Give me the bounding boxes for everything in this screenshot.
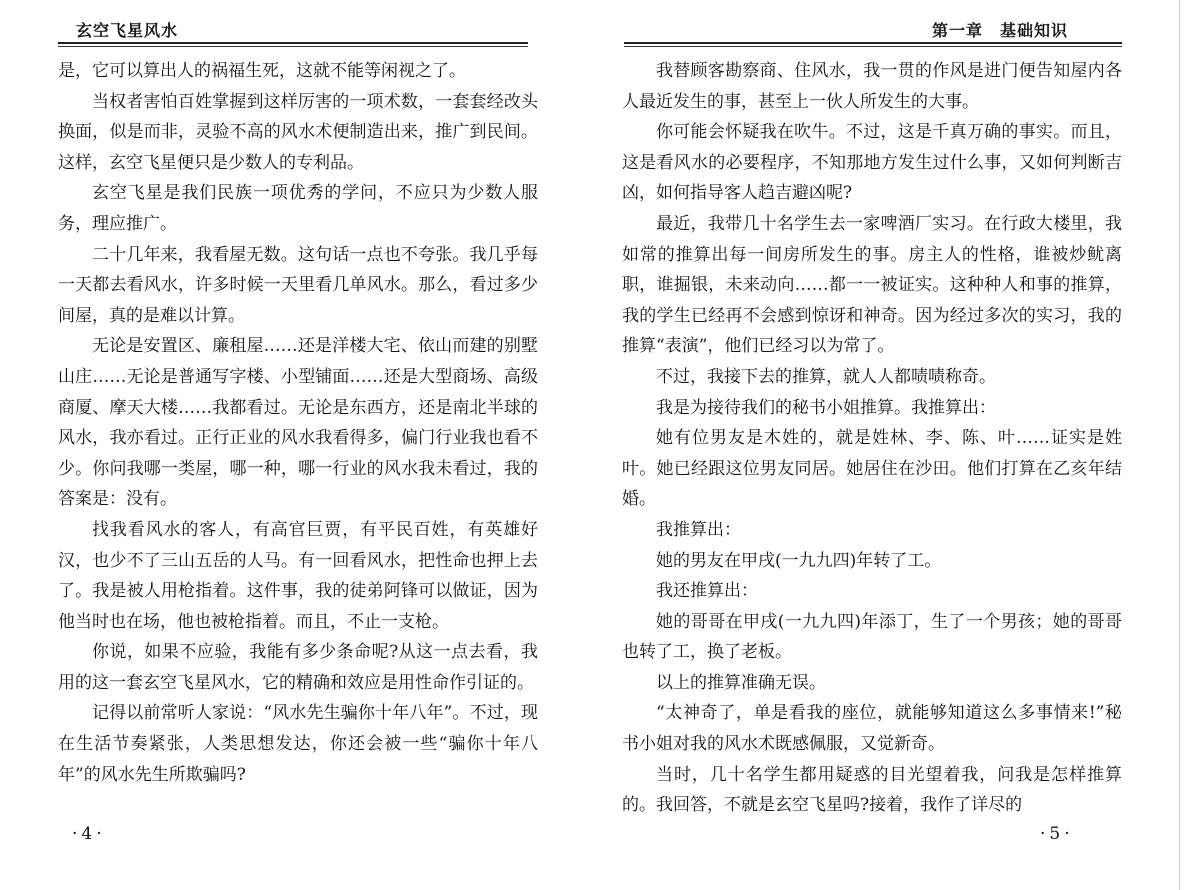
- paragraph: 我替顾客勘察商、住风水，我一贯的作风是进门便告知屋内各人最近发生的事，甚至上一伙人所发生的大事。: [622, 61, 1122, 112]
- paragraph: 她的哥哥在甲戌(一九九四)年添丁，生了一个男孩；她的哥哥也转了工，换了老板。: [622, 611, 1122, 663]
- left-page-number: ·4·: [72, 824, 106, 844]
- right-header-rule-thick: [624, 42, 1122, 44]
- right-page-number: ·5·: [1040, 824, 1074, 844]
- paragraph: 我推算出：: [656, 519, 741, 540]
- right-body-text: [622, 56, 1122, 821]
- left-running-head: 玄空飞星风水: [76, 21, 179, 40]
- paragraph: 当时，几十名学生都用疑惑的目光望着我，问我是怎样推算的。我回答，不就是玄空飞星吗?接着，我作了详尽的: [622, 764, 1122, 816]
- paragraph: 二十几年来，我看屋无数。这句话一点也不夸张。我几乎每一天都去看风水，许多时候一天里看几单风水。那么，看过多少间屋，真的是难以计算。: [58, 244, 538, 326]
- left-body-text: [58, 56, 538, 790]
- right-header-rule-thin: [624, 46, 1122, 47]
- left-header-rule-thick: [58, 42, 528, 44]
- paragraph: 最近，我带几十名学生去一家啤酒厂实习。在行政大楼里，我如常的推算出每一间房所发生的事。房主人的性格，谁被炒鱿离职，谁掘银，未来动向……都一一被证实。这种种人和事的推算，我的学生已经再不会感到惊讶和神奇。因为经过多次的实习，我的推算“表演”，他们已经习以为常了。: [622, 213, 1122, 357]
- right-page: [594, 0, 1188, 890]
- paragraph: 她的男友在甲戌(一九九四)年转了工。: [656, 550, 942, 571]
- paragraph: 不过，我接下去的推算，就人人都啧啧称奇。: [656, 366, 996, 387]
- paragraph: 无论是安置区、廉租屋……还是洋楼大宅、依山而建的别墅山庄……无论是普通写字楼、小型铺面……还是大型商场、高级商厦、摩天大楼……我都看过。无论是东西方，还是南北半球的风水，我亦看过。正行正业的风水我看得多，偏门行业我也看不少。你问我哪一类屋，哪一种，哪一行业的风水我未看过，我的答案是：没有。: [58, 336, 538, 510]
- paragraph: 我是为接待我们的秘书小姐推算。我推算出：: [656, 397, 996, 418]
- paragraph: 找我看风水的客人，有高官巨贾，有平民百姓，有英雄好汉，也少不了三山五岳的人马。有一回看风水，把性命也押上去了。我是被人用枪指着。这件事，我的徒弟阿锋可以做证，因为他当时也在场，他也被枪指着。而且，不止一支枪。: [58, 519, 538, 632]
- left-header-rule-thin: [58, 46, 528, 47]
- paragraph: 当权者害怕百姓掌握到这样厉害的一项术数，一套套经改头换面，似是而非，灵验不高的风水术便制造出来，推广到民间。这样，玄空飞星便只是少数人的专利品。: [58, 91, 538, 173]
- paragraph: 你可能会怀疑我在吹牛。不过，这是千真万确的事实。而且，这是看风水的必要程序，不知那地方发生过什么事，又如何判断吉凶，如何指导客人趋吉避凶呢?: [622, 122, 1122, 204]
- paragraph: 是，它可以算出人的祸福生死，这就不能等闲视之了。: [58, 61, 466, 81]
- paragraph: 玄空飞星是我们民族一项优秀的学问，不应只为少数人服务，理应推广。: [58, 183, 538, 234]
- page-edge-line: [1179, 0, 1180, 890]
- paragraph: 她有位男友是木姓的，就是姓林、李、陈、叶……证实是姓叶。她已经跟这位男友同居。她居住在沙田。他们打算在乙亥年结婚。: [622, 428, 1122, 510]
- paragraph: 记得以前常听人家说：“风水先生骗你十年八年”。不过，现在生活节奏紧张，人类思想发达，你还会被一些“骗你十年八年”的风水先生所欺骗吗?: [58, 703, 538, 785]
- paragraph: 以上的推算准确无误。: [656, 672, 826, 693]
- right-running-head: 第一章 基础知识: [931, 21, 1068, 40]
- paragraph: 我还推算出：: [656, 581, 758, 602]
- paragraph: “太神奇了，单是看我的座位，就能够知道这么多事情来!”秘书小姐对我的风水术既感佩服，又觉新奇。: [622, 703, 1122, 755]
- paragraph: 你说，如果不应验，我能有多少条命呢?从这一点去看，我用的这一套玄空飞星风水，它的精确和效应是用性命作引证的。: [58, 642, 538, 693]
